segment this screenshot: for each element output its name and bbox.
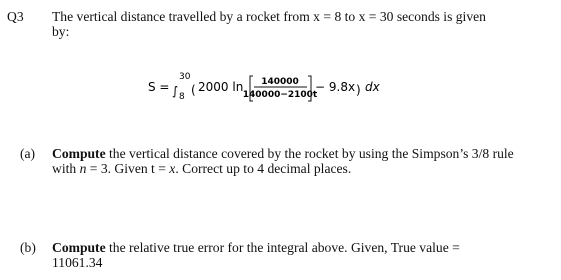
fraction-denominator: 140000−2100t xyxy=(242,90,318,100)
part-a-bold-word: Compute xyxy=(52,146,106,161)
part-a-x-variable: x xyxy=(169,161,176,176)
equation-lhs: S = xyxy=(148,80,170,94)
close-paren: ) xyxy=(356,83,361,97)
part-a-line2-mid: = 3. Given t = xyxy=(86,161,170,176)
integral-equation-svg xyxy=(148,68,478,108)
question-intro-line2: by: xyxy=(52,24,70,39)
part-b-bold-word: Compute xyxy=(52,240,106,255)
part-a-text xyxy=(52,146,557,176)
part-a-line2 xyxy=(52,161,557,176)
part-a-line1-text: the vertical distance covered by the rocket by using the Simpson’s 3/8 rule xyxy=(105,146,514,161)
question-number: Q3 xyxy=(7,9,24,24)
minus-term: − 9.8x xyxy=(315,80,356,94)
part-a-line2-post: . Correct up to 4 decimal places. xyxy=(175,161,352,176)
coefficient-ln: 2000 ln xyxy=(198,80,244,94)
integral-lower-limit: 8 xyxy=(179,92,185,102)
question-intro xyxy=(52,9,557,39)
fraction-numerator: 140000 xyxy=(261,77,299,87)
open-paren: ( xyxy=(191,83,196,97)
part-a-line2-pre: with xyxy=(52,161,80,176)
integral-sign: ∫ xyxy=(172,84,179,98)
part-a-label: (a) xyxy=(20,146,36,161)
part-a-n-variable: n xyxy=(79,161,87,176)
integral-equation xyxy=(148,68,478,108)
part-b-line1-text: the relative true error for the integral above. Given, True value = xyxy=(105,240,460,255)
differential-dx: dx xyxy=(365,80,380,94)
part-b-text xyxy=(52,240,557,270)
part-b-line2: 11061.34 xyxy=(52,255,103,270)
question-intro-line1: The vertical distance travelled by a rocket from x = 8 to x = 30 seconds is given xyxy=(52,9,486,24)
part-b-line1 xyxy=(52,240,557,255)
integral-upper-limit: 30 xyxy=(179,72,191,82)
part-a-line1 xyxy=(52,146,557,161)
part-b-label: (b) xyxy=(20,240,36,255)
